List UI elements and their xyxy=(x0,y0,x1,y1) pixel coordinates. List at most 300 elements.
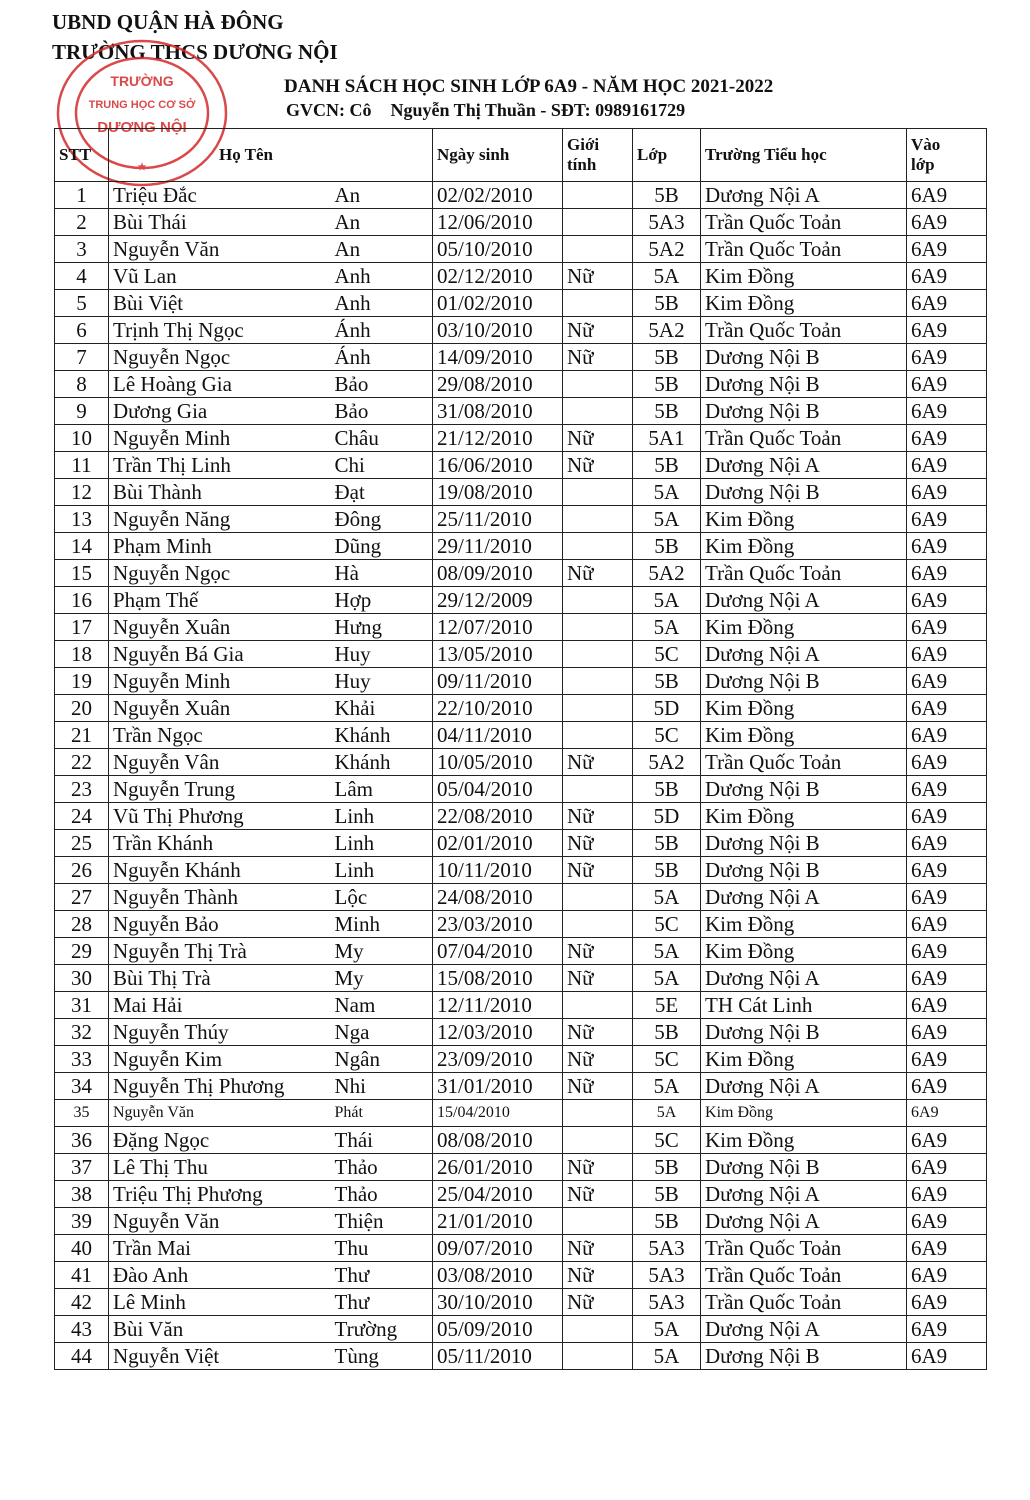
cell-class: 5B xyxy=(633,857,701,884)
cell-class: 5A3 xyxy=(633,1262,701,1289)
cell-into-class: 6A9 xyxy=(907,722,987,749)
cell-into-class: 6A9 xyxy=(907,1019,987,1046)
cell-name: Nguyễn Năng xyxy=(109,506,331,533)
cell-dob: 26/01/2010 xyxy=(433,1154,563,1181)
cell-stt: 42 xyxy=(55,1289,109,1316)
cell-class: 5B xyxy=(633,668,701,695)
cell-dob: 02/12/2010 xyxy=(433,263,563,290)
cell-dob: 01/02/2010 xyxy=(433,290,563,317)
cell-given-name: Linh xyxy=(331,803,433,830)
cell-dob: 08/09/2010 xyxy=(433,560,563,587)
table-row xyxy=(55,209,987,236)
cell-stt: 41 xyxy=(55,1262,109,1289)
cell-into-class: 6A9 xyxy=(907,209,987,236)
cell-name: Trịnh Thị Ngọc xyxy=(109,317,331,344)
cell-school: Trần Quốc Toản xyxy=(701,1289,907,1316)
table-row xyxy=(55,236,987,263)
cell-school: Dương Nội A xyxy=(701,884,907,911)
cell-gender xyxy=(563,290,633,317)
cell-school: Trần Quốc Toản xyxy=(701,236,907,263)
cell-school: Kim Đồng xyxy=(701,533,907,560)
cell-dob: 29/12/2009 xyxy=(433,587,563,614)
cell-stt: 32 xyxy=(55,1019,109,1046)
cell-given-name: Linh xyxy=(331,857,433,884)
cell-class: 5A2 xyxy=(633,317,701,344)
cell-school: Trần Quốc Toản xyxy=(701,209,907,236)
cell-name: Trần Ngọc xyxy=(109,722,331,749)
cell-into-class: 6A9 xyxy=(907,830,987,857)
cell-name: Lê Minh xyxy=(109,1289,331,1316)
cell-dob: 02/02/2010 xyxy=(433,182,563,209)
cell-given-name: Đạt xyxy=(331,479,433,506)
table-row xyxy=(55,560,987,587)
cell-stt: 16 xyxy=(55,587,109,614)
cell-into-class: 6A9 xyxy=(907,1100,987,1127)
cell-school: Kim Đồng xyxy=(701,803,907,830)
cell-dob: 03/10/2010 xyxy=(433,317,563,344)
cell-gender: Nữ xyxy=(563,1235,633,1262)
cell-dob: 29/11/2010 xyxy=(433,533,563,560)
cell-given-name: My xyxy=(331,938,433,965)
cell-gender xyxy=(563,614,633,641)
cell-name: Nguyễn Văn xyxy=(109,236,331,263)
cell-into-class: 6A9 xyxy=(907,1343,987,1370)
cell-given-name: Huy xyxy=(331,641,433,668)
cell-given-name: Nga xyxy=(331,1019,433,1046)
cell-into-class: 6A9 xyxy=(907,992,987,1019)
cell-dob: 25/11/2010 xyxy=(433,506,563,533)
svg-text:★: ★ xyxy=(137,162,147,173)
cell-gender xyxy=(563,506,633,533)
cell-stt: 34 xyxy=(55,1073,109,1100)
cell-dob: 30/10/2010 xyxy=(433,1289,563,1316)
cell-class: 5A1 xyxy=(633,425,701,452)
cell-stt: 4 xyxy=(55,263,109,290)
cell-name: Nguyễn Thị Trà xyxy=(109,938,331,965)
cell-dob: 15/04/2010 xyxy=(433,1100,563,1127)
cell-into-class: 6A9 xyxy=(907,398,987,425)
cell-into-class: 6A9 xyxy=(907,344,987,371)
cell-name: Nguyễn Minh xyxy=(109,425,331,452)
cell-stt: 2 xyxy=(55,209,109,236)
cell-stt: 40 xyxy=(55,1235,109,1262)
cell-stt: 18 xyxy=(55,641,109,668)
cell-school: Dương Nội B xyxy=(701,1343,907,1370)
cell-school: Dương Nội B xyxy=(701,371,907,398)
cell-name: Vũ Thị Phương xyxy=(109,803,331,830)
cell-gender xyxy=(563,1127,633,1154)
cell-given-name: Thiện xyxy=(331,1208,433,1235)
cell-school: Dương Nội B xyxy=(701,668,907,695)
cell-class: 5A xyxy=(633,965,701,992)
table-row xyxy=(55,506,987,533)
cell-gender: Nữ xyxy=(563,830,633,857)
cell-dob: 03/08/2010 xyxy=(433,1262,563,1289)
cell-class: 5A3 xyxy=(633,1289,701,1316)
cell-name: Triệu Thị Phương xyxy=(109,1181,331,1208)
cell-stt: 8 xyxy=(55,371,109,398)
cell-gender xyxy=(563,182,633,209)
cell-into-class: 6A9 xyxy=(907,911,987,938)
table-header-row xyxy=(55,129,987,182)
cell-into-class: 6A9 xyxy=(907,803,987,830)
cell-given-name: Huy xyxy=(331,668,433,695)
cell-name: Nguyễn Khánh xyxy=(109,857,331,884)
table-row xyxy=(55,533,987,560)
cell-gender: Nữ xyxy=(563,344,633,371)
cell-school: Dương Nội B xyxy=(701,479,907,506)
cell-stt: 7 xyxy=(55,344,109,371)
cell-dob: 13/05/2010 xyxy=(433,641,563,668)
cell-given-name: Bảo xyxy=(331,371,433,398)
cell-into-class: 6A9 xyxy=(907,965,987,992)
cell-gender xyxy=(563,776,633,803)
cell-class: 5A xyxy=(633,1343,701,1370)
cell-stt: 28 xyxy=(55,911,109,938)
cell-class: 5B xyxy=(633,290,701,317)
cell-given-name: Nhi xyxy=(331,1073,433,1100)
cell-gender: Nữ xyxy=(563,1046,633,1073)
cell-name: Lê Hoàng Gia xyxy=(109,371,331,398)
table-row xyxy=(55,1343,987,1370)
cell-into-class: 6A9 xyxy=(907,560,987,587)
cell-stt: 6 xyxy=(55,317,109,344)
cell-dob: 21/12/2010 xyxy=(433,425,563,452)
cell-class: 5C xyxy=(633,641,701,668)
cell-class: 5A xyxy=(633,506,701,533)
cell-name: Nguyễn Thị Phương xyxy=(109,1073,331,1100)
cell-dob: 24/08/2010 xyxy=(433,884,563,911)
table-row xyxy=(55,182,987,209)
cell-given-name: Lâm xyxy=(331,776,433,803)
cell-given-name: An xyxy=(331,182,433,209)
cell-dob: 23/03/2010 xyxy=(433,911,563,938)
cell-into-class: 6A9 xyxy=(907,263,987,290)
cell-dob: 05/11/2010 xyxy=(433,1343,563,1370)
cell-name: Nguyễn Ngọc xyxy=(109,560,331,587)
cell-dob: 12/07/2010 xyxy=(433,614,563,641)
cell-stt: 3 xyxy=(55,236,109,263)
table-row xyxy=(55,695,987,722)
cell-school: Dương Nội A xyxy=(701,452,907,479)
col-header-name: Họ Tên xyxy=(109,129,433,182)
cell-name: Nguyễn Bảo xyxy=(109,911,331,938)
teacher-name: Nguyễn Thị Thuần xyxy=(390,100,536,120)
cell-gender: Nữ xyxy=(563,317,633,344)
cell-class: 5B xyxy=(633,452,701,479)
cell-dob: 05/10/2010 xyxy=(433,236,563,263)
cell-class: 5B xyxy=(633,1181,701,1208)
cell-class: 5A xyxy=(633,1100,701,1127)
cell-class: 5A xyxy=(633,938,701,965)
cell-name: Bùi Thái xyxy=(109,209,331,236)
table-row xyxy=(55,722,987,749)
col-header-dob: Ngày sinh xyxy=(433,129,563,182)
cell-class: 5B xyxy=(633,1154,701,1181)
cell-school: Kim Đồng xyxy=(701,263,907,290)
cell-school: Kim Đồng xyxy=(701,506,907,533)
cell-given-name: Thu xyxy=(331,1235,433,1262)
table-row xyxy=(55,641,987,668)
cell-name: Nguyễn Xuân xyxy=(109,695,331,722)
cell-name: Lê Thị Thu xyxy=(109,1154,331,1181)
cell-dob: 09/11/2010 xyxy=(433,668,563,695)
table-row xyxy=(55,263,987,290)
cell-given-name: My xyxy=(331,965,433,992)
cell-stt: 39 xyxy=(55,1208,109,1235)
svg-text:TRUNG HỌC CƠ SỞ: TRUNG HỌC CƠ SỞ xyxy=(88,99,196,111)
table-row xyxy=(55,1046,987,1073)
cell-class: 5B xyxy=(633,371,701,398)
cell-gender xyxy=(563,695,633,722)
cell-stt: 27 xyxy=(55,884,109,911)
table-row xyxy=(55,938,987,965)
cell-into-class: 6A9 xyxy=(907,452,987,479)
cell-school: Dương Nội B xyxy=(701,776,907,803)
teacher-phone: 0989161729 xyxy=(595,100,686,120)
cell-school: Kim Đồng xyxy=(701,938,907,965)
table-row xyxy=(55,1235,987,1262)
cell-class: 5B xyxy=(633,182,701,209)
cell-school: Dương Nội A xyxy=(701,1073,907,1100)
cell-into-class: 6A9 xyxy=(907,776,987,803)
org-line-district: UBND QUẬN HÀ ĐÔNG xyxy=(52,10,284,34)
cell-dob: 31/01/2010 xyxy=(433,1073,563,1100)
cell-given-name: Bảo xyxy=(331,398,433,425)
cell-stt: 19 xyxy=(55,668,109,695)
cell-stt: 22 xyxy=(55,749,109,776)
cell-class: 5A xyxy=(633,884,701,911)
cell-name: Nguyễn Trung xyxy=(109,776,331,803)
cell-gender: Nữ xyxy=(563,803,633,830)
cell-dob: 12/11/2010 xyxy=(433,992,563,1019)
col-header-class: Lớp xyxy=(633,129,701,182)
cell-into-class: 6A9 xyxy=(907,182,987,209)
org-line-school: TRƯỜNG THCS DƯƠNG NỘI xyxy=(52,40,338,64)
cell-dob: 09/07/2010 xyxy=(433,1235,563,1262)
table-row xyxy=(55,857,987,884)
col-header-gender xyxy=(563,129,633,182)
cell-into-class: 6A9 xyxy=(907,425,987,452)
document-title: DANH SÁCH HỌC SINH LỚP 6A9 - NĂM HỌC 2021-2022 xyxy=(284,76,774,97)
cell-into-class: 6A9 xyxy=(907,1046,987,1073)
cell-gender xyxy=(563,668,633,695)
cell-school: Kim Đồng xyxy=(701,695,907,722)
svg-text:DƯƠNG NỘI: DƯƠNG NỘI xyxy=(97,119,187,136)
cell-dob: 10/05/2010 xyxy=(433,749,563,776)
cell-into-class: 6A9 xyxy=(907,506,987,533)
cell-name: Nguyễn Ngọc xyxy=(109,344,331,371)
cell-dob: 14/09/2010 xyxy=(433,344,563,371)
cell-name: Nguyễn Minh xyxy=(109,668,331,695)
cell-into-class: 6A9 xyxy=(907,695,987,722)
cell-given-name: Chi xyxy=(331,452,433,479)
cell-given-name: An xyxy=(331,209,433,236)
cell-name: Bùi Văn xyxy=(109,1316,331,1343)
table-row xyxy=(55,884,987,911)
cell-class: 5D xyxy=(633,695,701,722)
cell-school: Trần Quốc Toản xyxy=(701,317,907,344)
cell-dob: 19/08/2010 xyxy=(433,479,563,506)
table-row xyxy=(55,830,987,857)
cell-class: 5A xyxy=(633,263,701,290)
cell-into-class: 6A9 xyxy=(907,236,987,263)
table-row xyxy=(55,425,987,452)
col-header-gender-line2: tính xyxy=(567,155,597,174)
table-row xyxy=(55,1019,987,1046)
table-row xyxy=(55,668,987,695)
cell-name: Trần Thị Linh xyxy=(109,452,331,479)
cell-class: 5C xyxy=(633,1046,701,1073)
cell-school: Dương Nội A xyxy=(701,587,907,614)
cell-class: 5B xyxy=(633,398,701,425)
cell-into-class: 6A9 xyxy=(907,1235,987,1262)
cell-dob: 10/11/2010 xyxy=(433,857,563,884)
table-row xyxy=(55,290,987,317)
teacher-phone-label: - SĐT: xyxy=(540,100,591,120)
cell-school: Dương Nội A xyxy=(701,1181,907,1208)
cell-gender xyxy=(563,236,633,263)
cell-school: Kim Đồng xyxy=(701,1046,907,1073)
cell-name: Nguyễn Việt xyxy=(109,1343,331,1370)
cell-stt: 12 xyxy=(55,479,109,506)
cell-stt: 43 xyxy=(55,1316,109,1343)
cell-dob: 04/11/2010 xyxy=(433,722,563,749)
cell-school: Dương Nội B xyxy=(701,398,907,425)
cell-into-class: 6A9 xyxy=(907,533,987,560)
cell-given-name: Hưng xyxy=(331,614,433,641)
cell-given-name: Hà xyxy=(331,560,433,587)
cell-class: 5B xyxy=(633,776,701,803)
cell-stt: 24 xyxy=(55,803,109,830)
cell-stt: 36 xyxy=(55,1127,109,1154)
cell-given-name: An xyxy=(331,236,433,263)
cell-gender: Nữ xyxy=(563,560,633,587)
cell-class: 5A xyxy=(633,587,701,614)
cell-gender xyxy=(563,479,633,506)
cell-stt: 13 xyxy=(55,506,109,533)
cell-into-class: 6A9 xyxy=(907,1181,987,1208)
cell-class: 5A3 xyxy=(633,209,701,236)
cell-name: Bùi Thành xyxy=(109,479,331,506)
col-header-into-line1: Vào xyxy=(911,135,941,154)
cell-class: 5A xyxy=(633,479,701,506)
col-header-into xyxy=(907,129,987,182)
cell-class: 5D xyxy=(633,803,701,830)
cell-gender xyxy=(563,533,633,560)
cell-school: Dương Nội B xyxy=(701,1154,907,1181)
cell-dob: 12/06/2010 xyxy=(433,209,563,236)
table-row xyxy=(55,398,987,425)
table-row xyxy=(55,1262,987,1289)
cell-gender: Nữ xyxy=(563,857,633,884)
cell-name: Đặng Ngọc xyxy=(109,1127,331,1154)
cell-name: Bùi Thị Trà xyxy=(109,965,331,992)
cell-gender xyxy=(563,992,633,1019)
cell-stt: 10 xyxy=(55,425,109,452)
cell-stt: 15 xyxy=(55,560,109,587)
table-row xyxy=(55,965,987,992)
cell-gender xyxy=(563,1316,633,1343)
cell-into-class: 6A9 xyxy=(907,1127,987,1154)
cell-name: Nguyễn Xuân xyxy=(109,614,331,641)
cell-school: Dương Nội B xyxy=(701,830,907,857)
cell-gender xyxy=(563,641,633,668)
cell-given-name: Anh xyxy=(331,263,433,290)
cell-into-class: 6A9 xyxy=(907,641,987,668)
cell-gender xyxy=(563,587,633,614)
cell-name: Nguyễn Văn xyxy=(109,1208,331,1235)
cell-into-class: 6A9 xyxy=(907,371,987,398)
cell-class: 5A xyxy=(633,614,701,641)
cell-given-name: Khánh xyxy=(331,749,433,776)
cell-into-class: 6A9 xyxy=(907,749,987,776)
cell-dob: 08/08/2010 xyxy=(433,1127,563,1154)
cell-dob: 05/09/2010 xyxy=(433,1316,563,1343)
cell-stt: 20 xyxy=(55,695,109,722)
table-row xyxy=(55,587,987,614)
cell-school: Trần Quốc Toản xyxy=(701,749,907,776)
cell-school: Kim Đồng xyxy=(701,911,907,938)
cell-given-name: Tùng xyxy=(331,1343,433,1370)
cell-given-name: Hợp xyxy=(331,587,433,614)
cell-given-name: Phát xyxy=(331,1100,433,1127)
cell-school: Trần Quốc Toản xyxy=(701,1235,907,1262)
cell-gender: Nữ xyxy=(563,1019,633,1046)
cell-class: 5B xyxy=(633,533,701,560)
cell-into-class: 6A9 xyxy=(907,1316,987,1343)
cell-class: 5C xyxy=(633,911,701,938)
table-row xyxy=(55,344,987,371)
cell-given-name: Dũng xyxy=(331,533,433,560)
cell-class: 5A2 xyxy=(633,560,701,587)
cell-given-name: Thư xyxy=(331,1262,433,1289)
cell-class: 5A xyxy=(633,1316,701,1343)
cell-given-name: Châu xyxy=(331,425,433,452)
cell-stt: 35 xyxy=(55,1100,109,1127)
cell-class: 5A xyxy=(633,1073,701,1100)
cell-dob: 22/08/2010 xyxy=(433,803,563,830)
cell-name: Đào Anh xyxy=(109,1262,331,1289)
cell-into-class: 6A9 xyxy=(907,668,987,695)
cell-gender xyxy=(563,1208,633,1235)
cell-dob: 07/04/2010 xyxy=(433,938,563,965)
cell-given-name: Ngân xyxy=(331,1046,433,1073)
cell-school: Trần Quốc Toản xyxy=(701,1262,907,1289)
student-roster-table xyxy=(54,128,987,1370)
cell-given-name: Thái xyxy=(331,1127,433,1154)
col-header-school: Trường Tiểu học xyxy=(701,129,907,182)
cell-gender: Nữ xyxy=(563,1289,633,1316)
cell-name: Dương Gia xyxy=(109,398,331,425)
cell-given-name: Thảo xyxy=(331,1154,433,1181)
cell-name: Phạm Minh xyxy=(109,533,331,560)
cell-into-class: 6A9 xyxy=(907,1262,987,1289)
cell-class: 5E xyxy=(633,992,701,1019)
col-header-stt: STT xyxy=(55,129,109,182)
table-row xyxy=(55,371,987,398)
cell-given-name: Linh xyxy=(331,830,433,857)
cell-stt: 25 xyxy=(55,830,109,857)
cell-stt: 11 xyxy=(55,452,109,479)
cell-gender xyxy=(563,884,633,911)
cell-into-class: 6A9 xyxy=(907,587,987,614)
cell-name: Trần Mai xyxy=(109,1235,331,1262)
cell-class: 5B xyxy=(633,1019,701,1046)
cell-given-name: Khải xyxy=(331,695,433,722)
cell-name: Nguyễn Văn xyxy=(109,1100,331,1127)
cell-into-class: 6A9 xyxy=(907,1073,987,1100)
